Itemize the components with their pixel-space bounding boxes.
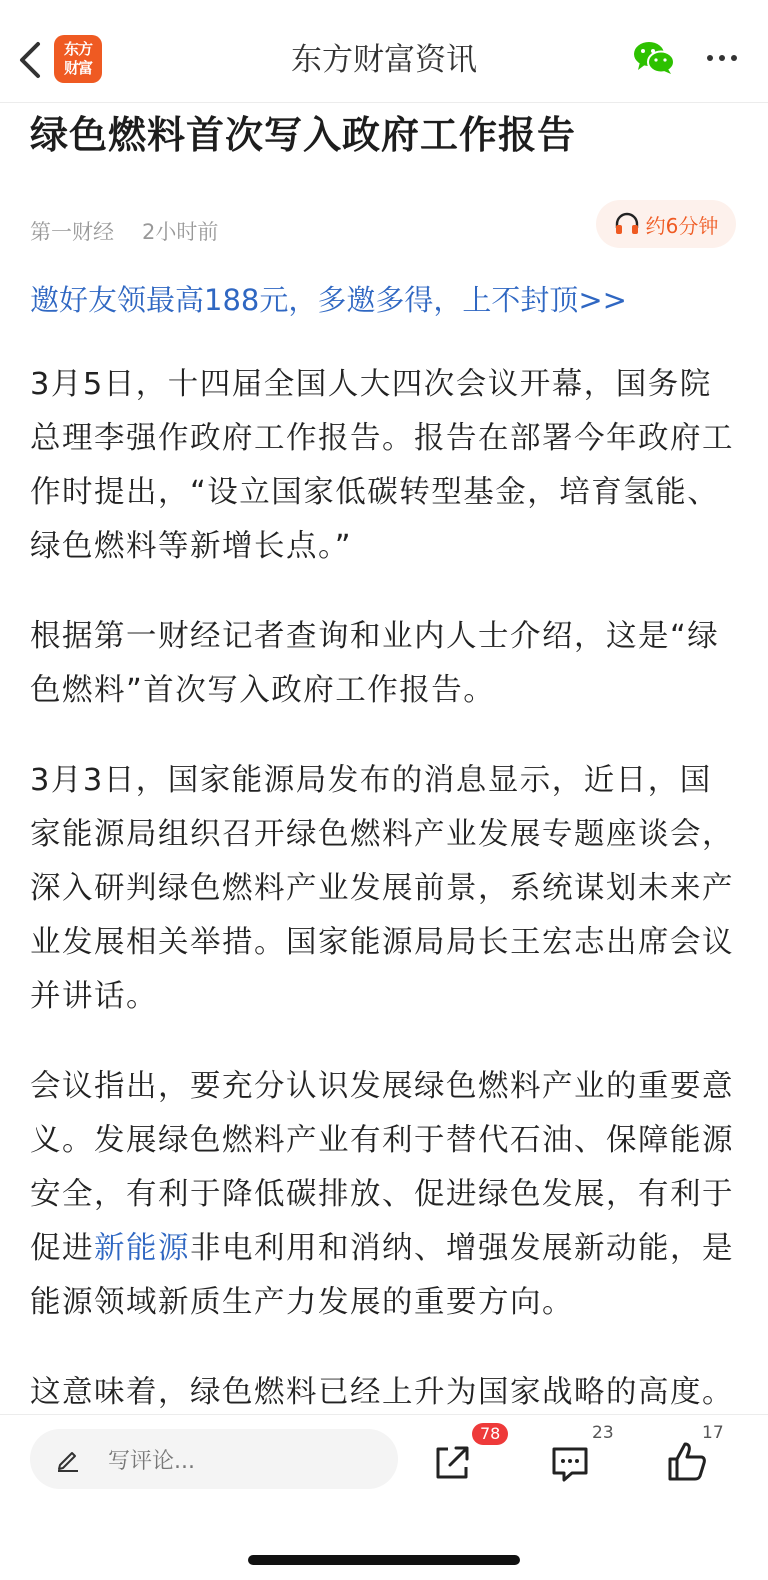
listen-button[interactable] [596,200,736,248]
article-title: 绿色燃料首次写入政府工作报告 [30,113,577,157]
read-time-label: 约6分钟 [645,213,719,238]
more-icon[interactable] [702,48,742,68]
bottom-action-bar [0,1414,768,1580]
paragraph-2: 根据第一财经记者查询和业内人士介绍，这是“绿色燃料”首次写入政府工作报告。 [30,619,720,708]
app-title: 东方财富资讯 [291,42,477,78]
paragraph-1: 3月5日，十四届全国人大四次会议开幕，国务院总理李强作政府工作报告。报告在部署今年政府工作时提出，“设立国家低碳转型基金，培育氢能、绿色燃料等新增长点。” [30,367,734,564]
article-time: 2小时前 [142,220,219,244]
comment-placeholder: 写评论... [108,1449,195,1474]
share-icon[interactable] [432,1443,472,1483]
article-content [30,102,738,1412]
headphones-icon [614,212,640,236]
home-indicator [248,1555,520,1565]
logo-line1: 东方 [63,40,92,58]
logo-line2: 财富 [63,59,92,77]
article-meta [30,200,738,260]
paragraph-4 [30,1060,738,1330]
paragraph-3: 3月3日，国家能源局发布的消息显示，近日，国家能源局组织召开绿色燃料产业发展专题座谈会，深入研判绿色燃料产业发展前景，系统谋划未来产业发展相关举措。国家能源局局长王宏志出席会议并讲话。 [30,763,734,1014]
promo-link[interactable]: 邀好友领最高188元，多邀多得，上不封顶>> [30,283,627,317]
comment-icon[interactable] [550,1443,590,1483]
article-source: 第一财经 [30,220,114,244]
like-count: 17 [702,1423,724,1443]
paragraph-5: 这意味着，绿色燃料已经上升为国家战略的高度。 [30,1375,734,1410]
top-nav-bar [0,0,768,103]
paragraph-4-text-b: 非电利用和消纳、增强发展新动能，是能源领域新质生产力发展的重要方向。 [30,1231,734,1320]
comment-input[interactable] [30,1429,398,1489]
thumbs-up-icon[interactable] [666,1439,708,1483]
pen-icon [54,1445,82,1473]
paragraph-4-text-a: 会议指出，要充分认识发展绿色燃料产业的重要意义。发展绿色燃料产业有利于替代石油、保障能源安全，有利于降低碳排放、促进绿色发展，有利于促进 [30,1069,734,1266]
share-count-badge: 78 [472,1423,508,1445]
new-energy-link[interactable]: 新能源 [94,1231,190,1266]
wechat-icon[interactable] [632,40,676,76]
comment-count: 23 [592,1423,614,1443]
